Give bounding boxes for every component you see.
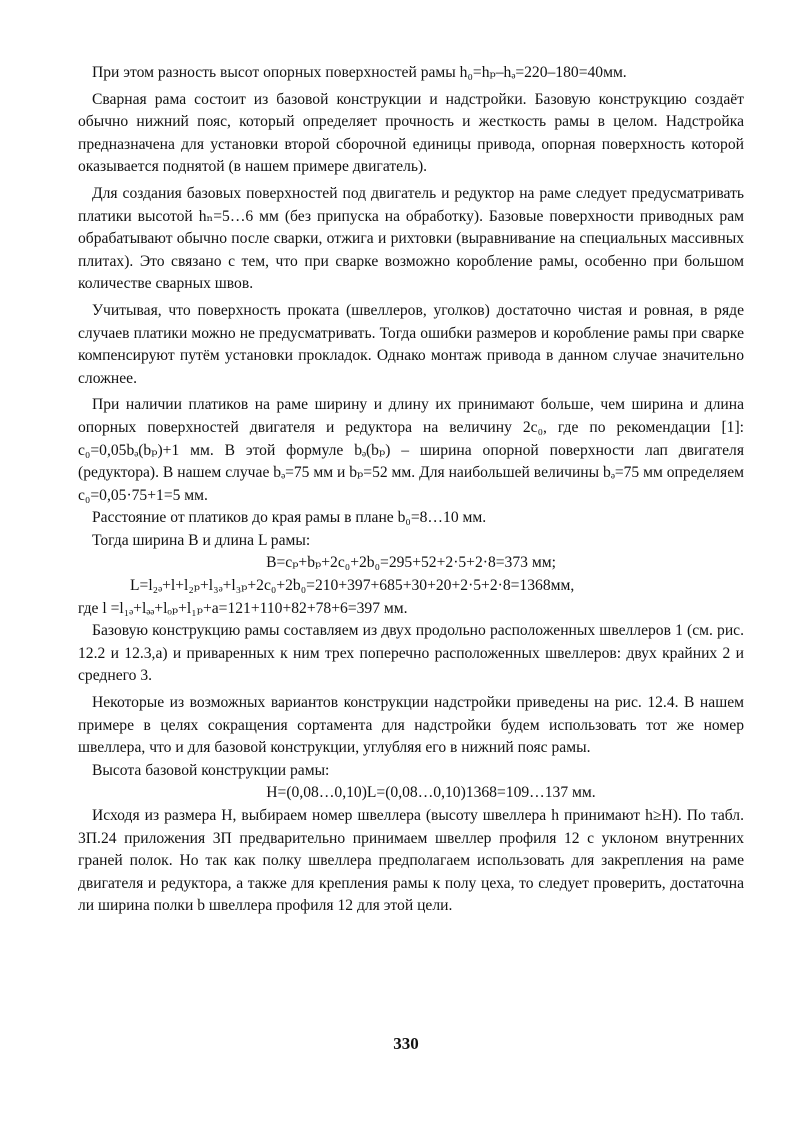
formula-width: B=cₚ+bₚ+2c₀+2b₀=295+52+2·5+2·8=373 мм;	[266, 554, 556, 572]
page-body	[78, 62, 744, 918]
paragraph-superstructure: Некоторые из возможных вариантов конструкции надстройки приведены на рис. 12.4. В нашем примере в целях сокращения сортамента для надстройки будем использовать тот же номер швеллера, что и для базовой конструкции, углубляя его в нижний пояс рамы.	[78, 694, 744, 757]
paragraph-height-difference: При этом разность высот опорных поверхностей рамы h₀=hₚ–hₔ=220–180=40мм.	[92, 64, 627, 81]
paragraph-base-surfaces: Для создания базовых поверхностей под двигатель и редуктор на раме следует предусматривать платики высотой hₙ=5…6 мм (без припуска на обработку). Базовые поверхности приводных рам обрабатывают обычно после сварки, отжига и рихтовки (выравнивание на специальных массивных плитах). Это связано с тем, что при сварке возможно коробление рамы, особенно при большом количестве сварных швов.	[78, 184, 744, 293]
paragraph-welded-frame: Сварная рама состоит из базовой конструкции и надстройки. Базовую конструкцию создаёт обычно нижний пояс, который определяет прочность и жесткость рамы в целом. Надстройка предназначена для установки второй сборочной единицы привода, опорная поверхность которой оказывается поднятой (в нашем примере двигатель).	[78, 90, 744, 176]
formula-height: H=(0,08…0,10)L=(0,08…0,10)1368=109…137 мм.	[266, 784, 596, 802]
page-number: 330	[393, 1034, 419, 1053]
paragraph-rolled-surface: Учитывая, что поверхность проката (швеллеров, уголков) достаточно чистая и ровная, в ряде случаев платики можно не предусматривать. Тогда ошибки размеров и коробление рамы при сварке компенсируют путём установки прокладок. Однако монтаж привода в данном случае значительно сложнее.	[78, 301, 744, 387]
paragraph-pad-dimensions: При наличии платиков на раме ширину и длину их принимают больше, чем ширина и длина опорных поверхностей двигателя и редуктора на величину 2c₀, где по рекомендации [1]: c₀=0,05bₔ(bₚ)+1 мм. В этой формуле bₔ(bₚ) – ширина опорной поверхности лап двигателя (редуктора). В нашем случае bₔ=75 мм и bₚ=52 мм. Для наибольшей величины bₔ=75 мм определяем c₀=0,05·75+1=5 мм.	[78, 396, 744, 504]
paragraph-height-intro: Высота базовой конструкции рамы:	[92, 761, 330, 779]
paragraph-width-length-intro: Тогда ширина B и длина L рамы:	[92, 531, 311, 549]
formula-l-definition: где l =l₁ₔ+lₔₔ+lₒₚ+l₁ₚ+a=121+110+82+78+6=397 мм.	[78, 599, 408, 617]
paragraph-channel-selection: Исходя из размера H, выбираем номер швеллера (высоту швеллера h принимают h≥H). По табл. 3П.24 приложения 3П предварительно принимаем швеллер профиля 12 с уклоном внутренних граней полок. Но так как полку швеллера предполагаем использовать для закрепления на раме двигателя и редуктора, а также для крепления рамы к полу цеха, то следует проверить, достаточна ли ширина полки b швеллера профиля 12 для этой цели.	[78, 807, 744, 915]
paragraph-pad-distance: Расстояние от платиков до края рамы в плане b₀=8…10 мм.	[92, 509, 487, 527]
formula-length: L=l₂ₔ+l+l₂ₚ+l₃ₔ+l₃ₚ+2c₀+2b₀=210+397+685+30+20+2·5+2·8=1368мм,	[130, 577, 575, 595]
paragraph-base-structure: Базовую конструкцию рамы составляем из двух продольно расположенных швеллеров 1 (см. рис. 12.2 и 12.3,а) и приваренных к ним трех поперечно расположенных швеллеров: двух крайних 2 и среднего 3.	[78, 622, 744, 685]
